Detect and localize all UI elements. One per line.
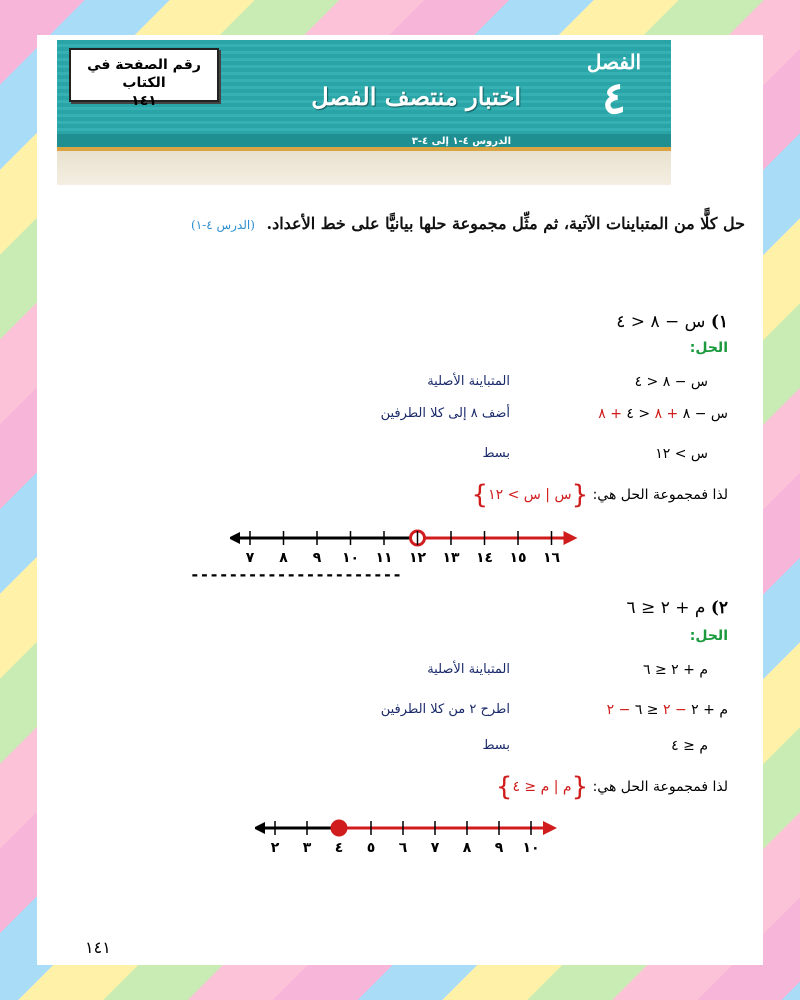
p2-tick-label: ٨	[462, 840, 472, 856]
p1-step-2-add-left: + ٨	[654, 406, 679, 422]
page-number: ١٤١	[85, 938, 111, 957]
p1-set-prefix: لذا فمجموعة الحل هي:	[592, 487, 728, 503]
p2-tick-label: ٢	[270, 840, 280, 856]
p1-tick-label: ١٤	[475, 550, 494, 566]
p2-arrow-right	[543, 821, 557, 835]
p1-step-2-mid: < ٤	[621, 406, 655, 422]
p2-step-2-sub-right: − ٢	[606, 702, 631, 718]
p1-step-2-note: أضف ٨ إلى كلا الطرفين	[380, 406, 510, 421]
lessons-range: الدروس ٤-١ إلى ٤-٣	[411, 136, 511, 147]
p2-step-2-left: م + ٢	[686, 702, 728, 718]
p2-tick-label: ٤	[334, 840, 344, 856]
p1-tick-label: ١٢	[408, 550, 427, 566]
p1-tick-label: ١٠	[341, 550, 360, 566]
p2-step-2-note: اطرح ٢ من كلا الطرفين	[380, 702, 510, 717]
p2-step-2-mid: ≤ ٦	[630, 702, 663, 718]
page-ref-label: رقم الصفحة في الكتاب	[87, 57, 201, 91]
p2-set-open-brace: {	[571, 772, 589, 802]
p2-number-line	[255, 808, 575, 868]
p2-tick-label: ٥	[366, 840, 376, 856]
p1-tick-label: ١١	[375, 550, 393, 566]
p2-step-1: م + ٢ ≤ ٦	[642, 662, 708, 678]
instructions-text: حل كلًّا من المتباينات الآتية، ثم مثِّل مجموعة حلها بيانيًّا على خط الأعداد.	[266, 214, 745, 233]
chapter-word: الفصل	[586, 50, 642, 74]
p1-tick-label: ٨	[279, 550, 288, 566]
chapter-label	[569, 50, 659, 122]
p2-tick-label: ٦	[398, 840, 408, 856]
problem-2-number: ٢)	[710, 598, 728, 618]
problem-1-statement	[616, 312, 728, 332]
p2-tick-label: ١٠	[522, 840, 540, 856]
page-ref-number: ١٤١	[131, 93, 157, 109]
separator: ----------------------	[190, 565, 402, 584]
p1-step-3: س > ١٢	[655, 446, 708, 462]
p1-tick-label: ٩	[312, 550, 322, 566]
header-bottom-band	[57, 147, 671, 185]
page-title: اختبار منتصف الفصل	[311, 82, 521, 111]
p1-set-close-brace: }	[471, 480, 489, 510]
p2-solution-set	[496, 772, 728, 802]
problem-1-solution-label: الحل:	[689, 340, 728, 356]
chapter-header	[57, 40, 671, 185]
p2-step-2-sub-left: − ٢	[662, 702, 687, 718]
p1-step-2-add-right: + ٨	[598, 406, 622, 422]
problem-1-inequality: س − ٨ < ٤	[616, 312, 706, 332]
chapter-number: ٤	[602, 73, 626, 124]
lesson-reference: (الدرس ٤-١)	[191, 218, 255, 232]
p2-set-inner: م | م ≤ ٤	[512, 779, 572, 795]
p2-step-2	[607, 702, 728, 718]
p2-step-1-note: المتباينة الأصلية	[427, 662, 510, 677]
p1-step-2-left: س − ٨	[678, 406, 728, 422]
p1-step-2	[598, 406, 728, 422]
p1-set-open-brace: {	[571, 480, 589, 510]
p2-tick-label: ٧	[430, 840, 440, 856]
p1-arrow-left	[230, 532, 240, 544]
p1-tick-label: ٧	[245, 550, 255, 566]
book-page-reference	[69, 48, 219, 109]
p2-set-prefix: لذا فمجموعة الحل هي:	[592, 779, 728, 795]
p1-tick-label: ١٦	[542, 550, 561, 566]
p2-closed-point	[331, 820, 347, 836]
instructions	[105, 205, 745, 244]
p2-arrow-left	[255, 822, 265, 834]
problem-1-number: ١)	[710, 312, 728, 332]
p2-set-close-brace: }	[495, 772, 513, 802]
p1-step-1: س − ٨ < ٤	[634, 374, 708, 390]
p2-step-3: م ≤ ٤	[671, 738, 708, 754]
p1-tick-label: ١٥	[509, 550, 527, 566]
problem-2-solution-label: الحل:	[689, 628, 728, 644]
p1-arrow-right	[564, 531, 578, 545]
p1-step-3-note: بسط	[482, 446, 510, 461]
p2-tick-label: ٣	[302, 840, 312, 856]
p1-step-1-note: المتباينة الأصلية	[427, 374, 510, 389]
problem-2-inequality: م + ٢ ≤ ٦	[626, 598, 706, 618]
p1-tick-label: ١٣	[442, 550, 460, 566]
p1-set-inner: س | س > ١٢	[488, 487, 572, 503]
p2-tick-label: ٩	[494, 840, 504, 856]
p2-step-3-note: بسط	[482, 738, 510, 753]
problem-2-statement	[626, 598, 728, 618]
p1-solution-set	[472, 480, 728, 510]
